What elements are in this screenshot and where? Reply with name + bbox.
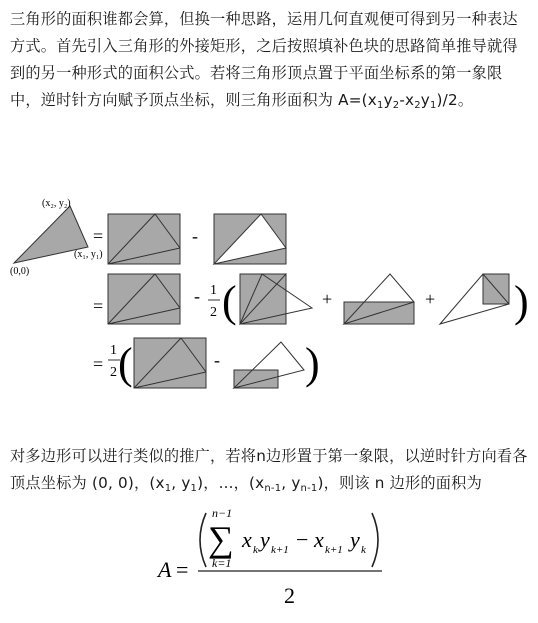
row3-half-denominator: 2 (110, 365, 117, 380)
row2-plus2: + (425, 289, 436, 309)
formula-equals: = (176, 557, 189, 582)
generalization-paragraph: 对多边形可以进行类似的推广，若将n边形置于第一象限，以逆时针方向看各顶点坐标为 (0, 0)，($x_1$, $y_1$)，...，($x_{n-1}$, $y_{n-1}$)，则该 n 边形的面积为 (10, 447, 528, 494)
sum-upper-limit: n−1 (212, 506, 233, 520)
vertex-label-origin: (0,0) (10, 266, 30, 277)
sum-lower-limit: k=1 (212, 556, 232, 570)
row2-paren-close: ) (514, 277, 529, 326)
formula-paren-left (200, 513, 206, 567)
term2-y: y (350, 527, 360, 552)
vertex-label-right: (x₁, y₁) (74, 249, 103, 260)
formula-lhs: A (158, 557, 172, 582)
term2-x-sub: k+1 (325, 544, 343, 556)
vertex-label-top: (x₂, y₂) (42, 198, 71, 209)
row3-minus: - (214, 350, 220, 370)
row2-minus: - (194, 286, 200, 306)
row1-minus: - (192, 226, 198, 246)
row1-equals: = (93, 226, 104, 246)
term-x-sub: k (253, 544, 258, 556)
term2-x: x (314, 527, 324, 552)
row3-paren-open: ( (118, 339, 133, 388)
intro-paragraph: 三角形的面积谁都会算，但换一种思路，运用几何直观便可得到另一种表达方式。首先引入三角形的外接矩形，之后按照填补色块的思路简单推导就得到的另一种形式的面积公式。若将三角形顶点置于平面坐标系的第一象限中，逆时针方向赋予顶点坐标，则三角形面积为 $A=(x_1y_2-x_2y_1)/2$。 (10, 10, 518, 111)
term-x: x (242, 527, 252, 552)
row2-paren-open: ( (222, 277, 237, 326)
term-y-sub: k+1 (271, 544, 289, 556)
half-denominator: 2 (210, 305, 217, 320)
row3-strip (234, 370, 278, 388)
term2-y-sub: k (361, 544, 366, 556)
formula-paren-right (372, 513, 378, 567)
polygon-area-formula (150, 505, 390, 620)
row3-paren-close: ) (305, 339, 320, 388)
triangle-area-derivation-figure (0, 190, 538, 400)
row2-equals: = (93, 296, 104, 316)
term-minus: − (296, 527, 309, 552)
row3-half-numerator: 1 (110, 343, 117, 358)
row2-plus1: + (322, 289, 333, 309)
sum-sigma: ∑ (208, 519, 234, 559)
half-numerator: 1 (210, 283, 217, 298)
term-y: y (260, 527, 270, 552)
formula-denominator: 2 (284, 583, 295, 608)
row3-equals: = (93, 354, 104, 374)
